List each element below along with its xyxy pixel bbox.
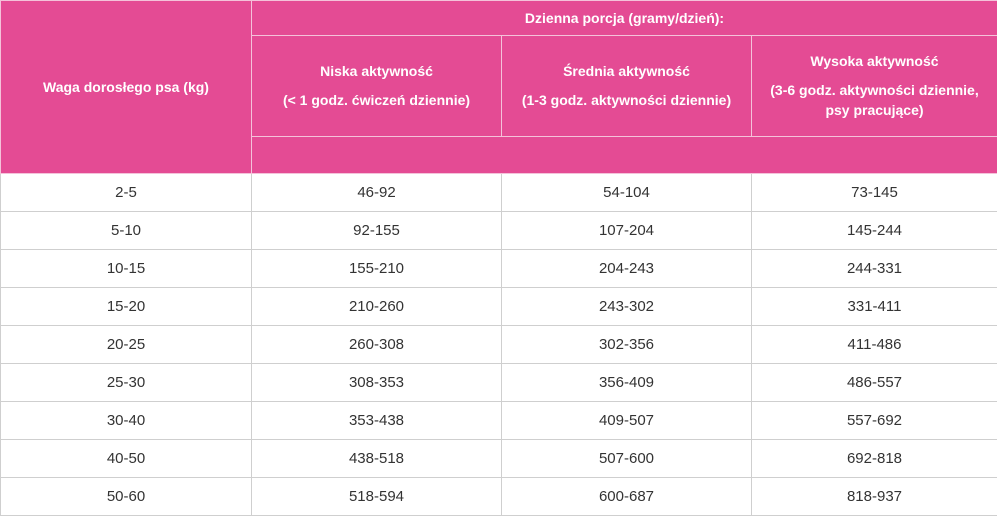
medium-activity-cell: 204-243: [502, 250, 752, 288]
table-header: [1, 1, 997, 174]
header-spacer-band: [252, 136, 997, 173]
low-activity-title: Niska aktywność: [320, 63, 433, 80]
medium-activity-header: [502, 36, 752, 136]
table-row: [1, 288, 997, 326]
table-body: [1, 174, 997, 516]
table-row: [1, 402, 997, 440]
medium-activity-cell: 54-104: [502, 174, 752, 212]
high-activity-header: [752, 36, 997, 136]
high-activity-cell: 73-145: [752, 174, 997, 212]
weight-cell: 20-25: [1, 326, 252, 364]
high-activity-cell: 692-818: [752, 440, 997, 478]
weight-cell: 30-40: [1, 402, 252, 440]
medium-activity-cell: 356-409: [502, 364, 752, 402]
weight-cell: 10-15: [1, 250, 252, 288]
table-row: [1, 326, 997, 364]
low-activity-cell: 92-155: [252, 212, 502, 250]
low-activity-cell: 438-518: [252, 440, 502, 478]
medium-activity-title: Średnia aktywność: [563, 63, 690, 80]
low-activity-cell: 260-308: [252, 326, 502, 364]
weight-cell: 15-20: [1, 288, 252, 326]
table-row: [1, 174, 997, 212]
high-activity-cell: 557-692: [752, 402, 997, 440]
daily-portion-group-header: Dzienna porcja (gramy/dzień):: [252, 1, 997, 36]
table-row: [1, 364, 997, 402]
medium-activity-cell: 409-507: [502, 402, 752, 440]
low-activity-note: (< 1 godz. ćwiczeń dziennie): [282, 92, 471, 109]
high-activity-cell: 244-331: [752, 250, 997, 288]
weight-cell: 50-60: [1, 478, 252, 516]
weight-cell: 25-30: [1, 364, 252, 402]
low-activity-header: [252, 36, 502, 136]
low-activity-cell: 308-353: [252, 364, 502, 402]
medium-activity-cell: 507-600: [502, 440, 752, 478]
high-activity-cell: 411-486: [752, 326, 997, 364]
weight-cell: 40-50: [1, 440, 252, 478]
low-activity-cell: 46-92: [252, 174, 502, 212]
medium-activity-cell: 302-356: [502, 326, 752, 364]
table-row: [1, 478, 997, 516]
high-activity-note: (3-6 godz. aktywności dziennie, psy pracujące): [770, 82, 979, 119]
low-activity-cell: 155-210: [252, 250, 502, 288]
table-row: [1, 212, 997, 250]
table-row: [1, 250, 997, 288]
low-activity-cell: 353-438: [252, 402, 502, 440]
high-activity-cell: 486-557: [752, 364, 997, 402]
high-activity-cell: 818-937: [752, 478, 997, 516]
weight-column-header: Waga dorosłego psa (kg): [1, 1, 252, 174]
medium-activity-note: (1-3 godz. aktywności dziennie): [521, 92, 732, 109]
weight-cell: 5-10: [1, 212, 252, 250]
high-activity-title: Wysoka aktywność: [810, 53, 939, 70]
medium-activity-cell: 600-687: [502, 478, 752, 516]
low-activity-cell: 210-260: [252, 288, 502, 326]
low-activity-cell: 518-594: [252, 478, 502, 516]
medium-activity-cell: 243-302: [502, 288, 752, 326]
medium-activity-cell: 107-204: [502, 212, 752, 250]
weight-cell: 2-5: [1, 174, 252, 212]
table-row: [1, 440, 997, 478]
high-activity-cell: 331-411: [752, 288, 997, 326]
high-activity-cell: 145-244: [752, 212, 997, 250]
